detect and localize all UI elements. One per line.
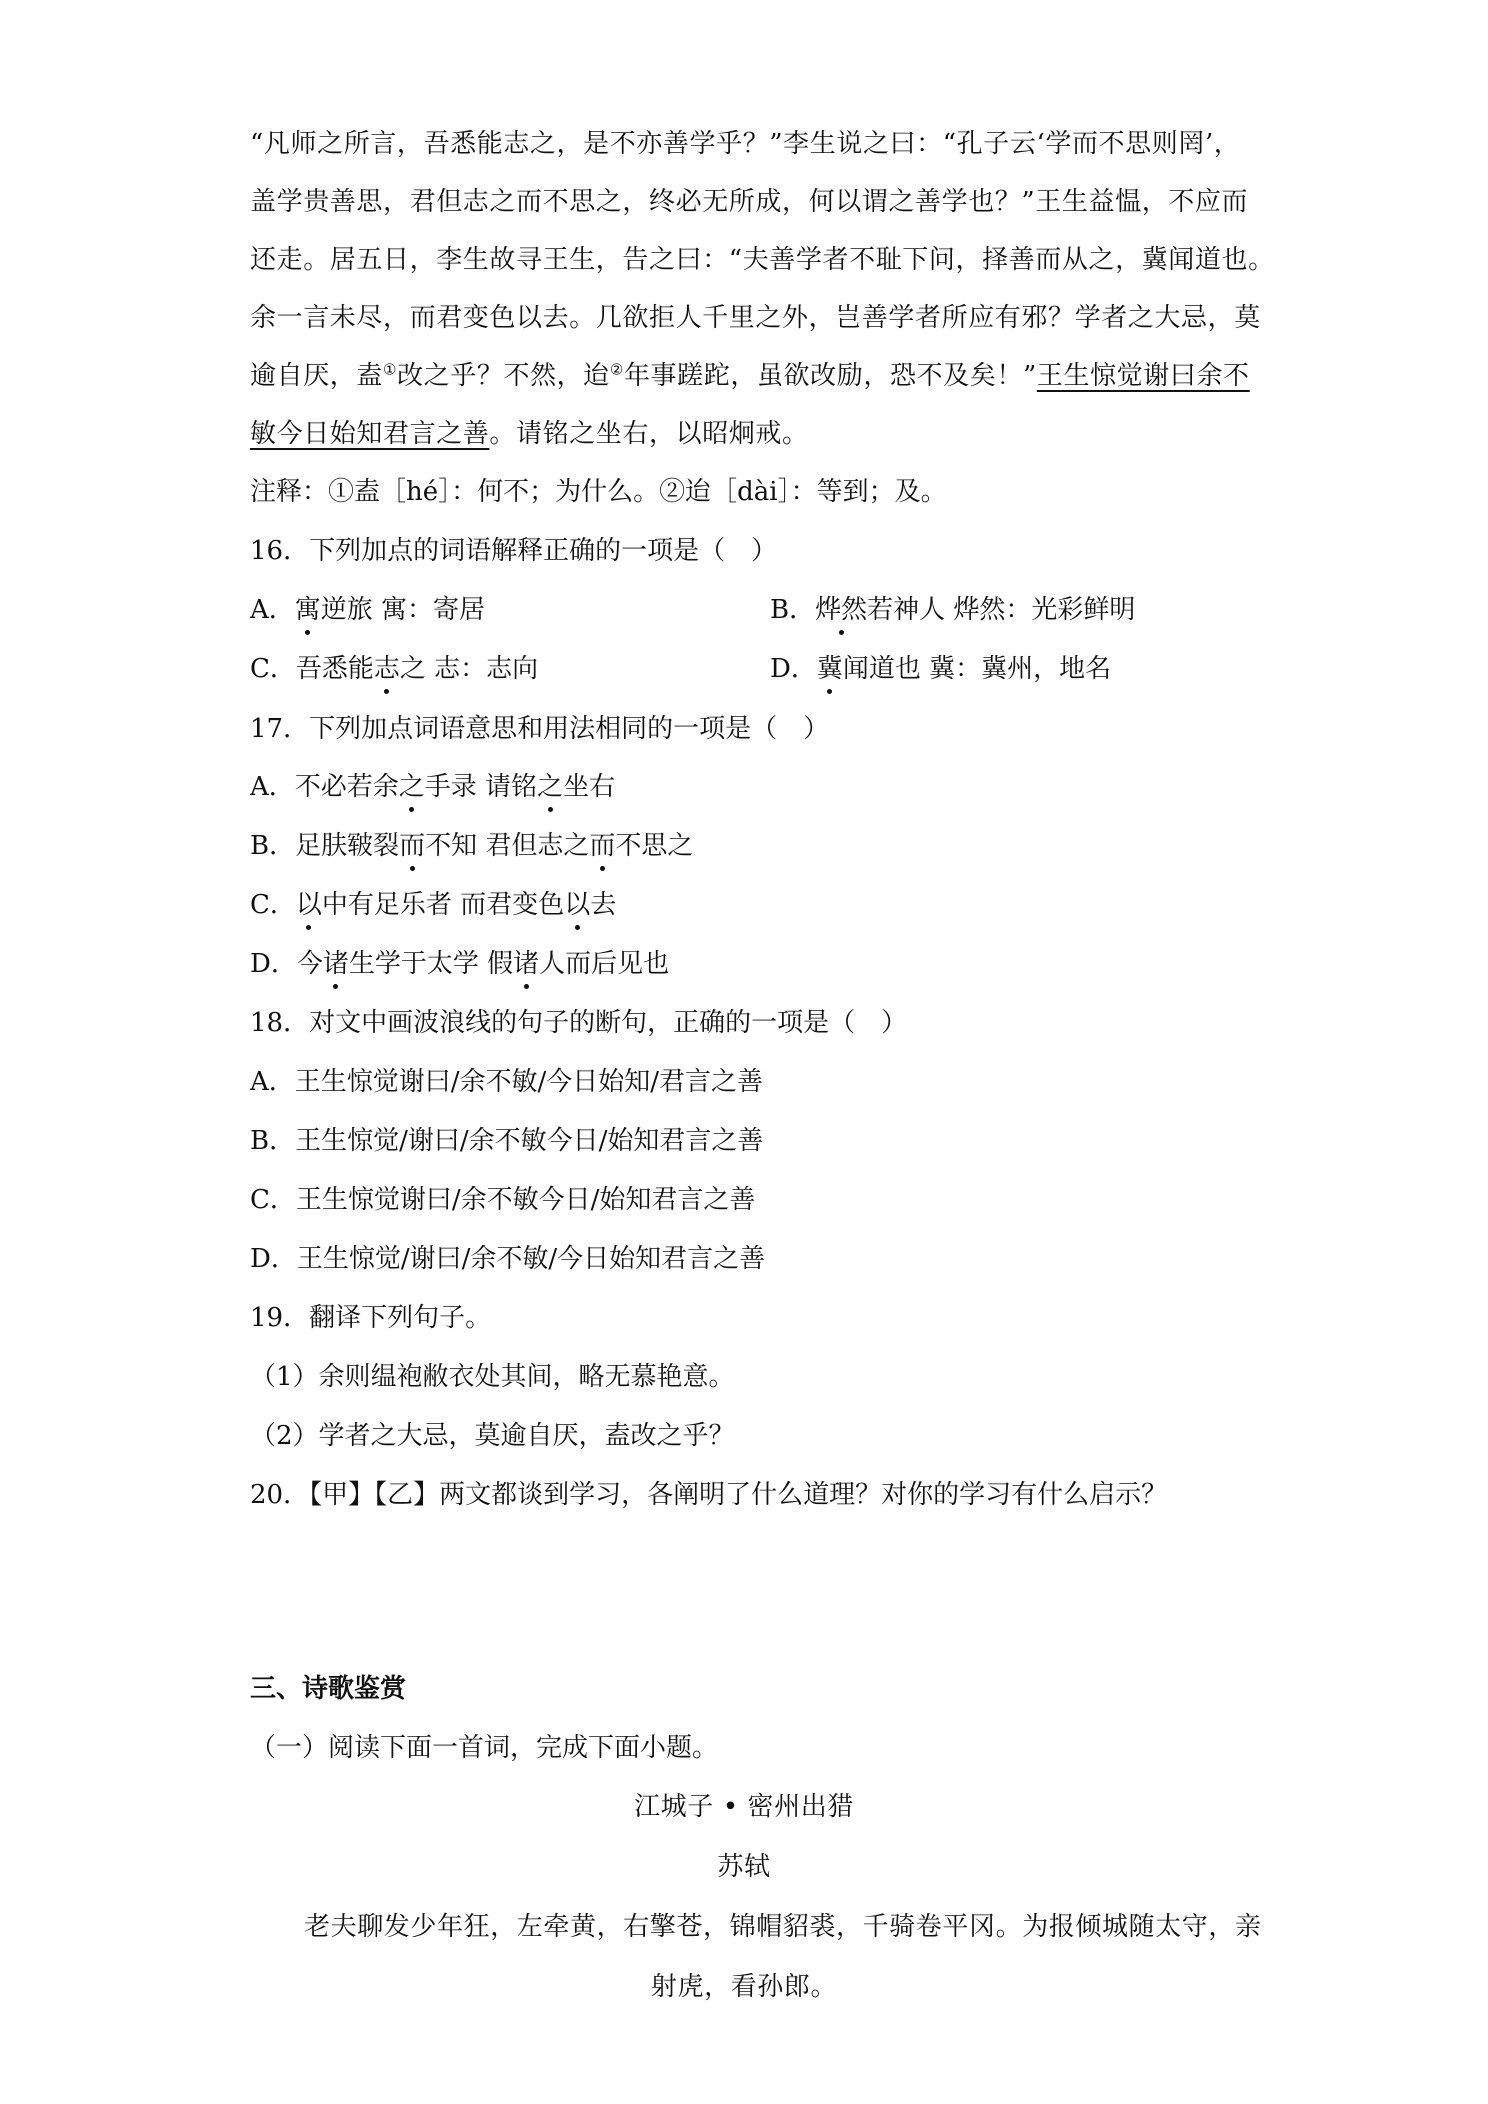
q18-option-a: A．王生惊觉谢曰/余不敏/今日始知/君言之善 (250, 1067, 764, 1097)
passage-line-4: 余一言未尽，而君变色以去。几欲拒人千里之外，岂善学者所应有邪？学者之大忌，莫 (250, 303, 1261, 333)
poem-title: 江城子 • 密州出猎 (634, 1792, 854, 1822)
q18-option-b: B．王生惊觉/谢曰/余不敏今日/始知君言之善 (250, 1126, 764, 1156)
q19-stem: 19．翻译下列句子。 (250, 1303, 492, 1333)
q18-option-d: D．王生惊觉/谢曰/余不敏/今日始知君言之善 (250, 1244, 766, 1274)
poem-author: 苏轼 (717, 1852, 771, 1882)
section-heading: 三、诗歌鉴赏 (250, 1674, 407, 1704)
q17-option-d: D．今诸生学于太学 假诸人而后见也 (250, 949, 670, 979)
passage-line-2: 盖学贵善思，君但志之而不思之，终必无所成，何以谓之善学也？”王生益愠，不应而 (250, 187, 1249, 217)
passage-line-1: “凡师之所言，吾悉能志之，是不亦善学乎？”李生说之曰：“孔子云‘学而不思则罔’， (250, 129, 1241, 159)
wavy-underlined-sentence: 王生惊觉谢曰余不 (1036, 361, 1250, 391)
passage-line-6 (250, 417, 809, 451)
footnote-marker-1: ① (383, 360, 398, 379)
passage-text: 。请铭之坐右，以昭炯戒。 (489, 419, 809, 449)
footnote-marker-2: ② (609, 360, 624, 379)
q17-option-a: A．不必若余之手录 请铭之坐右 (250, 772, 616, 802)
q16-option-c: C．吾悉能志之 志：志向 (250, 654, 539, 684)
q16-options-ab (250, 593, 1250, 627)
q20-stem: 20．【甲】【乙】两文都谈到学习，各阐明了什么道理？对你的学习有什么启示？ (250, 1480, 1168, 1510)
footnotes: 注释：①盍［hé］：何不；为什么。②迨［dài］：等到；及。 (250, 477, 947, 507)
q16-option-a: A．寓逆旅 寓：寄居 (250, 595, 486, 625)
q16-option-d: D．冀闻道也 冀：冀州，地名 (770, 654, 1112, 684)
q18-option-c: C．王生惊觉谢曰/余不敏今日/始知君言之善 (250, 1185, 756, 1215)
poem-line-2: 射虎，看孙郎。 (650, 1972, 838, 2002)
q19-sentence-2: （2）学者之大忌，莫逾自厌，盍改之乎？ (250, 1421, 735, 1451)
poem-line-1: 老夫聊发少年狂，左牵黄，右擎苍，锦帽貂裘，千骑卷平冈。为报倾城随太守，亲 (304, 1912, 1262, 1942)
q16-stem: 16．下列加点的词语解释正确的一项是（ ） (250, 536, 778, 566)
passage-text: 逾自厌，盍 (250, 361, 384, 391)
q16-options-cd (250, 652, 1250, 686)
section-instruction: （一）阅读下面一首词，完成下面小题。 (250, 1733, 719, 1763)
q19-sentence-1: （1）余则缊袍敝衣处其间，略无慕艳意。 (250, 1362, 735, 1392)
passage-line-5 (250, 359, 1250, 393)
q16-option-b: B．烨然若神人 烨然：光彩鲜明 (770, 595, 1136, 625)
q17-stem: 17．下列加点词语意思和用法相同的一项是（ ） (250, 714, 830, 744)
passage-line-3: 还走。居五日，李生故寻王生，告之曰：“夫善学者不耻下问，择善而从之，冀闻道也。 (250, 245, 1275, 275)
wavy-underlined-sentence: 敏今日始知君言之善 (250, 419, 490, 449)
q17-option-b: B．足肤皲裂而不知 君但志之而不思之 (250, 831, 694, 861)
q18-stem: 18．对文中画波浪线的句子的断句，正确的一项是（ ） (250, 1008, 908, 1038)
passage-text: 改之乎？不然，迨 (397, 361, 610, 391)
passage-text: 年事蹉跎，虽欲改励，恐不及矣！” (623, 361, 1037, 391)
q17-option-c: C．以中有足乐者 而君变色以去 (250, 890, 617, 920)
